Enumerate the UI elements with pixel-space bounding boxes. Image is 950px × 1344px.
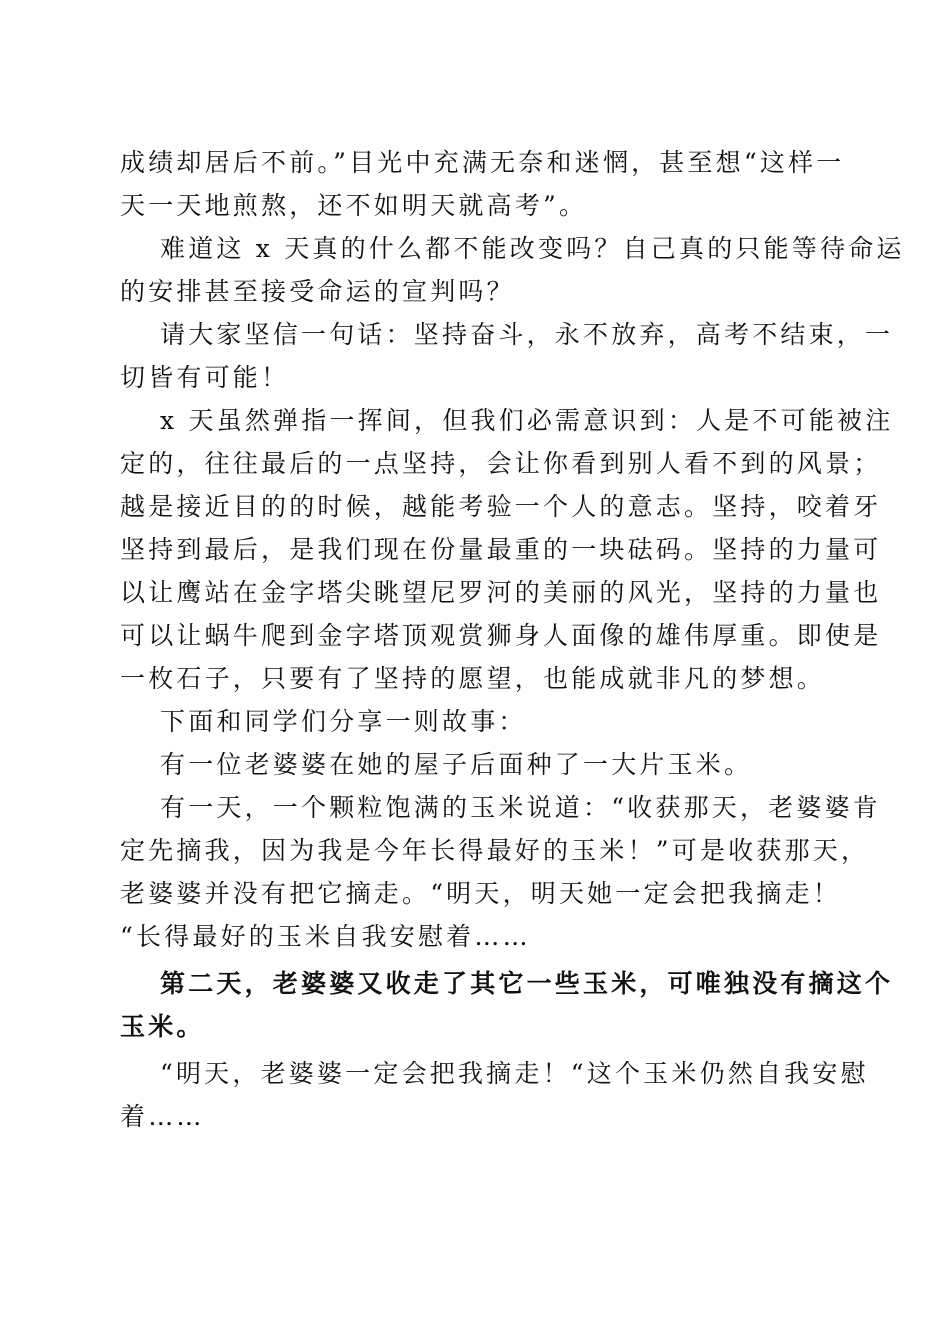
text-line: 天一天地煎熬，还不如明天就高考”。 — [120, 191, 588, 220]
text-line: 着…… — [120, 1102, 205, 1131]
text-line: 可以让蜗牛爬到金字塔顶观赏狮身人面像的雄伟厚重。即使是 — [120, 621, 882, 650]
paragraph-start: “明天，老婆婆一定会把我摘走！“这个玉米仍然自我安慰 — [160, 1059, 869, 1088]
text-line: 成绩却居后不前。”目光中充满无奈和迷惘，甚至想“这样一 — [120, 148, 845, 177]
paragraph-start: 第二天，老婆婆又收走了其它一些玉米，可唯独没有摘这个 — [160, 969, 894, 998]
document-body — [120, 141, 905, 1138]
paragraph-start: x 天虽然弹指一挥间，但我们必需意识到：人是不可能被注 — [160, 406, 894, 435]
paragraph-start: 有一位老婆婆在她的屋子后面种了一大片玉米。 — [160, 750, 753, 779]
text-line: “长得最好的玉米自我安慰着…… — [120, 922, 531, 951]
text-line: 以让鹰站在金字塔尖眺望尼罗河的美丽的风光，坚持的力量也 — [120, 578, 882, 607]
text-line: 玉米。 — [120, 1012, 205, 1041]
text-line: 坚持到最后，是我们现在份量最重的一块砝码。坚持的力量可 — [120, 535, 882, 564]
text-line: 切皆有可能！ — [120, 363, 290, 392]
paragraph-start: 请大家坚信一句话：坚持奋斗，永不放弃，高考不结束，一 — [160, 320, 894, 349]
paragraph-start: 下面和同学们分享一则故事： — [160, 707, 527, 736]
text-line: 定先摘我，因为我是今年长得最好的玉米！”可是收获那天， — [120, 836, 870, 865]
text-line: 老婆婆并没有把它摘走。“明天，明天她一定会把我摘走！ — [120, 879, 841, 908]
text-line: 越是接近目的的时候，越能考验一个人的意志。坚持，咬着牙 — [120, 492, 882, 521]
text-line: 一枚石子，只要有了坚持的愿望，也能成就非凡的梦想。 — [120, 664, 826, 693]
paragraph-start: 有一天，一个颗粒饱满的玉米说道：“收获那天，老婆婆肯 — [160, 793, 881, 822]
text-line: 定的，往往最后的一点坚持，会让你看到别人看不到的风景； — [120, 449, 882, 478]
paragraph-start: 难道这 x 天真的什么都不能改变吗？自己真的只能等待命运 — [160, 234, 905, 263]
text-line: 的安排甚至接受命运的宣判吗？ — [120, 277, 515, 306]
